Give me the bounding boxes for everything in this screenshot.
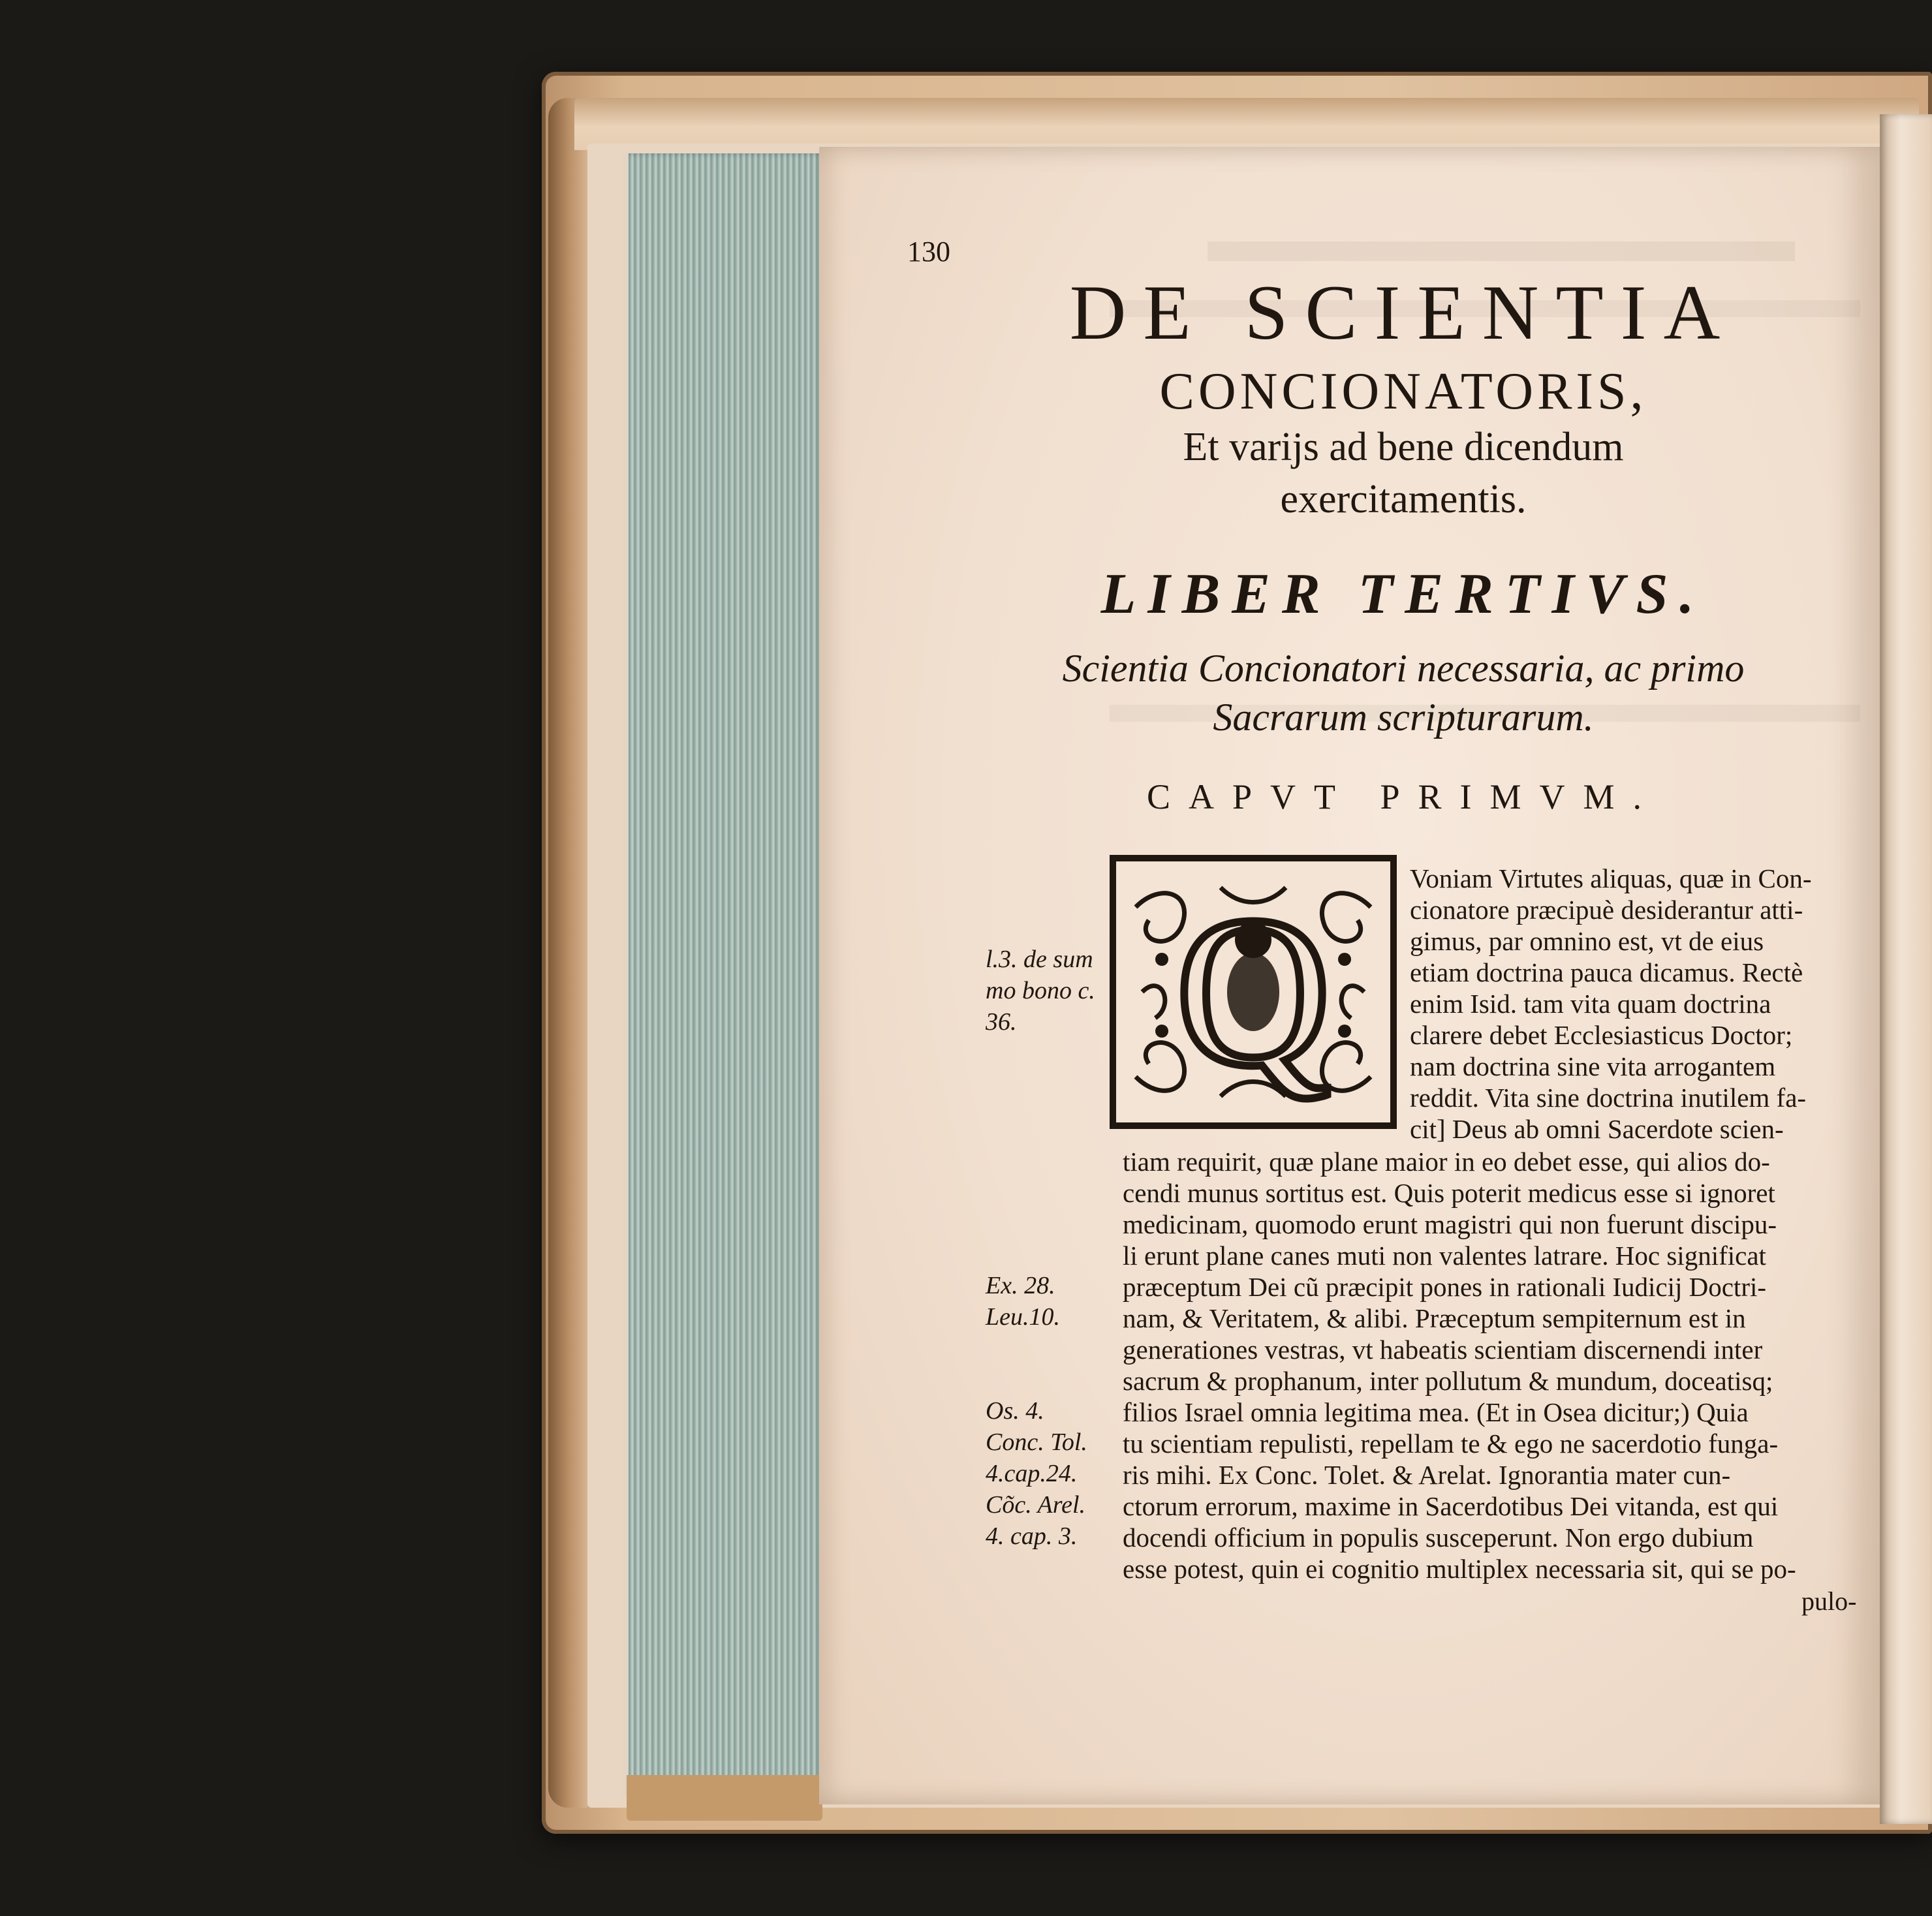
body-line: gimus, par omnino est, vt de eius — [1410, 926, 1764, 956]
body-line: reddit. Vita sine doctrina inutilem fa- — [1410, 1083, 1807, 1113]
body-line: medicinam, quomodo erunt magistri qui non fuerunt discipu- — [1123, 1209, 1777, 1239]
body-line: præceptum Dei cũ præcipit pones in rationali Iudicij Doctri- — [1123, 1272, 1767, 1302]
body-line: cionatore præcipuè desiderantur atti- — [1410, 895, 1803, 925]
subtitle-line-2: Sacrarum scripturarum. — [1213, 696, 1594, 739]
body-line: cendi munus sortitus est. Quis poterit medicus esse si ignoret — [1123, 1178, 1775, 1208]
body-line: sacrum & prophanum, inter pollutum & mundum, doceatisq; — [1123, 1366, 1773, 1396]
margin-note: mo bono c. — [986, 977, 1095, 1004]
body-line: ris mihi. Ex Conc. Tolet. & Arelat. Ignorantia mater cun- — [1123, 1460, 1731, 1490]
body-line: generationes vestras, vt habeatis scientiam discernendi inter — [1123, 1335, 1763, 1365]
margin-note: 4. cap. 3. — [986, 1522, 1078, 1550]
margin-note: Os. 4. — [986, 1397, 1044, 1425]
body-line: filios Israel omnia legitima mea. (Et in Osea dicitur;) Quia — [1123, 1397, 1749, 1427]
drop-cap-woodcut — [1110, 855, 1397, 1129]
page-fore-edge — [623, 153, 824, 1798]
body-line: clarere debet Ecclesiasticus Doctor; — [1410, 1020, 1793, 1050]
chapter-heading: CAPVT PRIMVM. — [1146, 777, 1660, 816]
page-fore-edge-bottom — [627, 1775, 822, 1821]
body-line: nam, & Veritatem, & alibi. Præceptum sempiternum est in — [1123, 1303, 1746, 1333]
title-line-1: DE SCIENTIA — [1069, 269, 1737, 356]
body-line: docendi officium in populis susceperunt. Non ergo dubium — [1123, 1522, 1754, 1553]
subtitle-line-1: Scientia Concionatori necessaria, ac primo — [1062, 647, 1745, 690]
margin-note: 36. — [986, 1008, 1017, 1036]
body-line: enim Isid. tam vita quam doctrina — [1410, 989, 1771, 1019]
book-top-edge — [574, 98, 1919, 150]
margin-note: 4.cap.24. — [986, 1460, 1078, 1487]
margin-note: Ex. 28. — [986, 1272, 1055, 1299]
body-line: nam doctrina sine vita arrogantem — [1410, 1051, 1776, 1081]
catchword: pulo- — [1801, 1586, 1857, 1616]
book-heading: LIBER TERTIVS. — [1100, 563, 1706, 626]
body-line: ctorum errorum, maxime in Sacerdotibus Dei vitanda, est qui — [1123, 1491, 1779, 1521]
title-line-3: Et varijs ad bene dicendum — [1183, 425, 1624, 469]
margin-note: l.3. de sum — [986, 946, 1093, 973]
margin-note: Conc. Tol. — [986, 1429, 1087, 1456]
right-page-edge — [1880, 114, 1932, 1824]
body-line: tu scientiam repulisti, repellam te & ego ne sacerdotio funga- — [1123, 1429, 1779, 1459]
body-line: tiam requirit, quæ plane maior in eo debet esse, qui alios do- — [1123, 1147, 1770, 1177]
drop-cap-letter: Q — [1175, 873, 1332, 1111]
book-spine — [548, 98, 587, 1808]
body-line: etiam doctrina pauca dicamus. Rectè — [1410, 957, 1803, 987]
page-number: 130 — [907, 236, 950, 268]
margin-note: Cõc. Arel. — [986, 1491, 1086, 1519]
body-line: Voniam Virtutes aliquas, quæ in Con- — [1410, 863, 1812, 893]
body-line: esse potest, quin ei cognitio multiplex necessaria sit, qui se po- — [1123, 1554, 1796, 1584]
foliage-ornament-icon — [1123, 868, 1384, 1116]
body-line: cit] Deus ab omni Sacerdote scien- — [1410, 1114, 1784, 1144]
title-line-4: exercitamentis. — [1280, 477, 1527, 521]
margin-note: Leu.10. — [986, 1303, 1060, 1331]
body-line: li erunt plane canes muti non valentes latrare. Hoc significat — [1123, 1241, 1766, 1271]
title-line-2: CONCIONATORIS, — [1159, 363, 1647, 420]
